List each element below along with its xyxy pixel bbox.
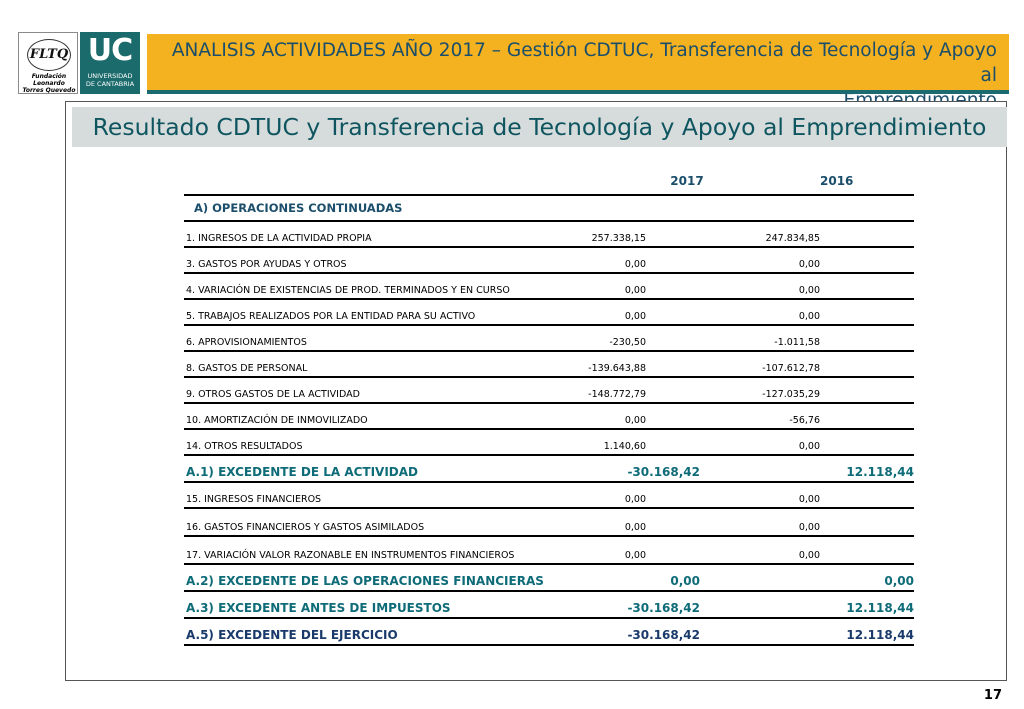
row-value-2017: 1.140,60 [554,429,646,455]
row-spacer [820,221,914,247]
fltq-logo-line2: Torres Quevedo [22,87,76,94]
table-row [184,325,914,351]
row-value-2017: 0,00 [554,536,646,564]
row-label: 3. GASTOS POR AYUDAS Y OTROS [184,247,554,273]
row-value-2017: 0,00 [554,508,646,536]
total-value-2017: -30.168,42 [554,591,820,618]
total-value-2017: 0,00 [554,564,820,591]
uc-logo-text [82,72,138,88]
row-label: 16. GASTOS FINANCIEROS Y GASTOS ASIMILADOS [184,508,554,536]
table-header-row [184,167,914,195]
row-spacer [820,482,914,508]
row-label: 8. GASTOS DE PERSONAL [184,351,554,377]
page-number: 17 [983,688,1002,703]
row-label: 5. TRABAJOS REALIZADOS POR LA ENTIDAD PARA SU ACTIVO [184,299,554,325]
col-header-2017-label: 2017 [670,173,704,188]
table-row [184,221,914,247]
row-value-2016: 0,00 [646,508,820,536]
row-value-2016: 0,00 [646,273,820,299]
header-title-line1: ANALISIS ACTIVIDADES AÑO 2017 – Gestión CDTUC, Transferencia de Tecnología y Apoyo al [171,40,997,86]
table-row [184,377,914,403]
row-value-2016: 0,00 [646,299,820,325]
total-value-2016: 12.118,44 [820,618,914,645]
row-label: 9. OTROS GASTOS DE LA ACTIVIDAD [184,377,554,403]
row-value-2017: 257.338,15 [554,221,646,247]
row-spacer [820,247,914,273]
row-value-2017: -139.643,88 [554,351,646,377]
row-spacer [820,377,914,403]
row-value-2017: 0,00 [554,273,646,299]
uc-logo [80,32,140,94]
table-row [184,273,914,299]
table-row [184,247,914,273]
row-value-2017: 0,00 [554,403,646,429]
row-value-2016: -1.011,58 [646,325,820,351]
row-value-2016: 0,00 [646,429,820,455]
row-spacer [820,536,914,564]
row-value-2016: 247.834,85 [646,221,820,247]
total-value-2016: 12.118,44 [820,455,914,482]
header-stripe [147,90,1009,94]
table-row [184,299,914,325]
table-row [184,351,914,377]
uc-logo-mark: UC [87,33,133,68]
total-row-a1 [184,455,914,482]
table-row [184,508,914,536]
row-label: 10. AMORTIZACIÓN DE INMOVILIZADO [184,403,554,429]
fltq-logo [18,32,78,94]
table-row [184,536,914,564]
row-value-2016: -127.035,29 [646,377,820,403]
row-label: 15. INGRESOS FINANCIEROS [184,482,554,508]
col-header-2017 [554,167,820,195]
row-value-2016: 0,00 [646,536,820,564]
row-value-2016: -56,76 [646,403,820,429]
fltq-logo-line1: Fundación Leonardo [31,73,67,87]
total-value-2017: -30.168,42 [554,455,820,482]
row-spacer [820,403,914,429]
total-label: A.2) EXCEDENTE DE LAS OPERACIONES FINANCIERAS [184,564,554,591]
row-spacer [820,508,914,536]
col-header-2016: 2016 [820,167,914,195]
total-row-a5 [184,618,914,645]
section-row [184,195,914,221]
section-label: A) OPERACIONES CONTINUADAS [184,195,914,221]
row-label: 1. INGRESOS DE LA ACTIVIDAD PROPIA [184,221,554,247]
header-spacer [184,167,554,195]
row-value-2017: 0,00 [554,482,646,508]
uc-logo-line2: DE CANTABRIA [85,80,135,88]
row-value-2016: 0,00 [646,247,820,273]
fltq-logo-mark: FLTQ [27,39,71,71]
row-value-2017: 0,00 [554,299,646,325]
row-value-2017: -148.772,79 [554,377,646,403]
table-row [184,429,914,455]
uc-logo-line1: UNIVERSIDAD [87,72,133,80]
logos [18,32,140,94]
row-spacer [820,429,914,455]
row-label: 17. VARIACIÓN VALOR RAZONABLE EN INSTRUMENTOS FINANCIEROS [184,536,554,564]
row-spacer [820,273,914,299]
results-table [184,167,914,646]
fltq-logo-text [21,73,77,94]
total-label: A.5) EXCEDENTE DEL EJERCICIO [184,618,554,645]
row-label: 6. APROVISIONAMIENTOS [184,325,554,351]
row-value-2017: -230,50 [554,325,646,351]
total-row-a2 [184,564,914,591]
table-row [184,403,914,429]
panel-title: Resultado CDTUC y Transferencia de Tecnología y Apoyo al Emprendimiento [72,107,1007,147]
total-value-2017: -30.168,42 [554,618,820,645]
total-row-a3 [184,591,914,618]
row-spacer [820,299,914,325]
row-value-2017: 0,00 [554,247,646,273]
row-label: 4. VARIACIÓN DE EXISTENCIAS DE PROD. TERMINADOS Y EN CURSO [184,273,554,299]
row-value-2016: -107.612,78 [646,351,820,377]
total-value-2016: 12.118,44 [820,591,914,618]
total-label: A.3) EXCEDENTE ANTES DE IMPUESTOS [184,591,554,618]
table-row [184,482,914,508]
row-value-2016: 0,00 [646,482,820,508]
row-spacer [820,351,914,377]
header-banner [147,34,1009,94]
total-value-2016: 0,00 [820,564,914,591]
row-label: 14. OTROS RESULTADOS [184,429,554,455]
row-spacer [820,325,914,351]
total-label: A.1) EXCEDENTE DE LA ACTIVIDAD [184,455,554,482]
